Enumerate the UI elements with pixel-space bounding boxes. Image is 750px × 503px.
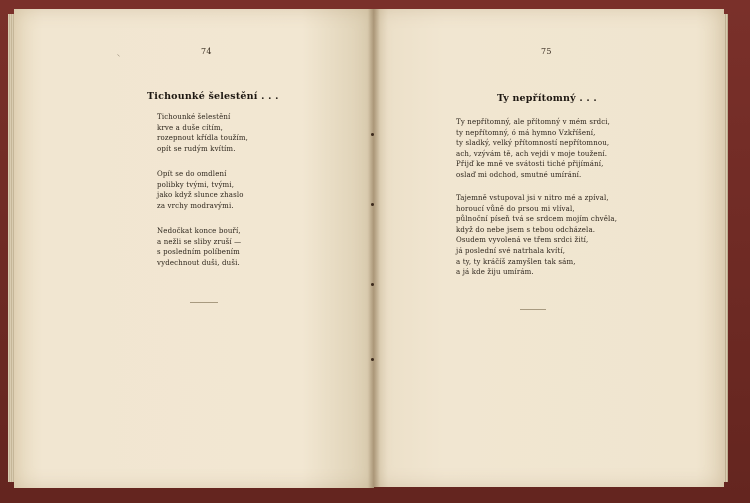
- book-gutter: [368, 9, 380, 488]
- poem-line: Tichounké šelestění: [157, 113, 231, 121]
- poem-line: ty sladký, velký přítomností nepřítomnou,: [456, 139, 610, 148]
- right-poem-title: Ty nepřítomný . . .: [497, 93, 597, 104]
- right-stanza-1: [456, 117, 610, 181]
- poem-line: ach, vzývám tě, ach vejdi v moje toužení.: [456, 149, 608, 158]
- poem-line: půlnoční píseň tvá se srdcem mojím chvěla,: [456, 215, 618, 224]
- left-stanza-1: [157, 112, 248, 154]
- binding-stitch: [371, 203, 374, 206]
- poem-line: když do nebe jsem s tebou odcházela.: [456, 225, 596, 234]
- end-rule: [190, 302, 218, 303]
- poem-line: za vrchy modravými.: [157, 201, 234, 210]
- poem-line: Osudem vyvolená ve třem srdci žití,: [456, 236, 589, 245]
- poem-line: oslaď mi odchod, smutné umírání.: [456, 170, 582, 179]
- left-page-number: 74: [201, 47, 212, 56]
- left-poem-title: Tichounké šelestění . . .: [147, 91, 279, 102]
- left-page: [14, 9, 374, 488]
- poem-line: ty nepřítomný, ó má hymno Vzkříšení,: [456, 128, 596, 137]
- pencil-mark: ⸜: [117, 51, 121, 58]
- binding-stitch: [371, 133, 374, 136]
- binding-stitch: [371, 358, 374, 361]
- right-page-number: 75: [541, 47, 552, 56]
- right-page: [374, 9, 724, 487]
- poem-line: já poslední své natrhala kvítí,: [456, 246, 566, 255]
- poem-line: a nežli se sliby zruší —: [157, 237, 242, 246]
- poem-line: jako když slunce zhaslo: [157, 191, 244, 200]
- poem-line: vydechnout duši, duši.: [157, 258, 240, 267]
- poem-line: Ty nepřítomný, ale přítomný v mém srdci,: [456, 118, 611, 126]
- poem-line: Tajemně vstupoval jsi v nitro mé a zpíval,: [456, 194, 609, 202]
- poem-line: opít se rudým kvítím.: [157, 144, 236, 153]
- left-stanza-2: [157, 169, 244, 211]
- left-stanza-3: [157, 226, 241, 268]
- poem-line: polibky tvými, tvými,: [157, 180, 235, 189]
- poem-line: Přijď ke mně ve svátosti tiché přijímání,: [456, 160, 604, 169]
- end-rule: [520, 309, 546, 310]
- poem-line: a ty, ty kráčíš zamyšlen tak sám,: [456, 257, 576, 266]
- right-stanza-2: [456, 193, 617, 278]
- binding-stitch: [371, 283, 374, 286]
- poem-line: Opít se do omdlení: [157, 170, 227, 178]
- poem-line: s posledním políbením: [157, 248, 240, 257]
- poem-line: a já kde žiju umírám.: [456, 268, 534, 277]
- poem-line: Nedočkat konce bouří,: [157, 227, 241, 235]
- poem-line: krve a duše cítím,: [157, 123, 224, 132]
- poem-line: horoucí vůně do prsou mi vlíval,: [456, 204, 575, 213]
- poem-line: rozepnout křídla toužím,: [157, 134, 249, 143]
